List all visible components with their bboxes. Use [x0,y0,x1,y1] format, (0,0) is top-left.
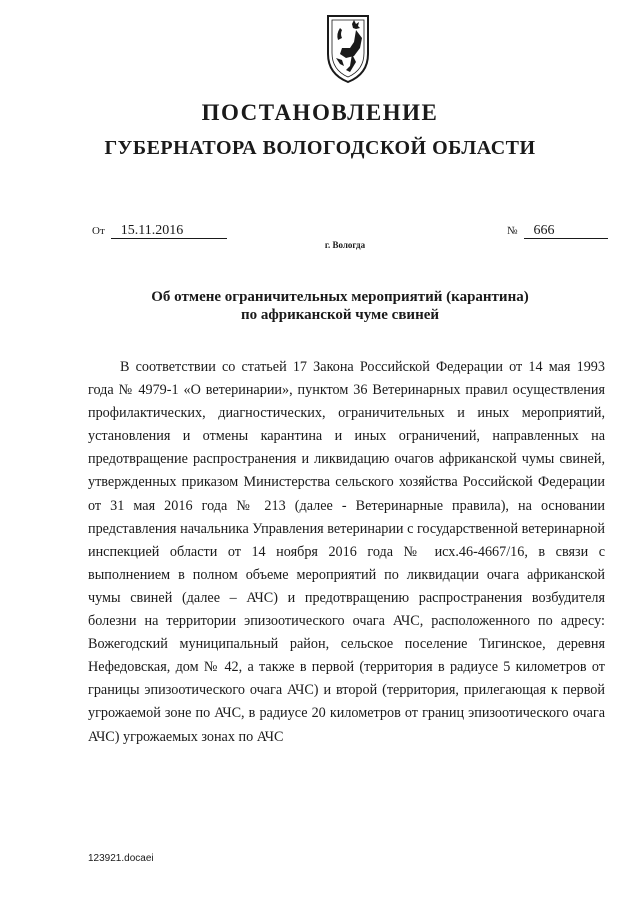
number-label: № [507,225,518,237]
number-field [507,222,608,239]
heading-line-1: Об отмене ограничительных мероприятий (карантина) [151,289,529,305]
body-paragraph: В соответствии со статьей 17 Закона Российской Федерации от 14 мая 1993 года № 4979-1 «О ветеринарии», пунктом 36 Ветеринарных правил осуществления профилактических, диагностических, ограничительных и иных мероприятий, установления и отмены карантина и иных ограничений, направленных на предотвращение распространения и ликвидацию очагов африканской чумы свиней, утвержденных приказом Министерства сельского хозяйства Российской Федерации от 31 мая 2016 года № 213 (далее - Ветеринарные правила), на основании представления начальника Управления ветеринарии с государственной ветеринарной инспекцией области от 14 ноября 2016 года № исх.46-4667/16, в связи с выполнением в полном объеме мероприятий по ликвидации очага африканской чумы свиней (далее – АЧС) и предотвращению распространения возбудителя болезни на территории эпизоотического очага АЧС, расположенного по адресу: Вожегодский муниципальный район, сельское поселение Тигинское, деревня Нефедовская, дом № 42, а также в первой (территория в радиусе 5 километров от границы эпизоотического очага АЧС) и второй (территория, прилегающая к первой угрожаемой зоне по АЧС, в радиусе 20 километров от границ эпизоотического очага АЧС) угрожаемых зонах по АЧС [88,359,605,745]
date-value: 15.11.2016 [111,223,227,239]
footer-doc-id: 123921.docaei [88,853,154,864]
heading-line-2: по африканской чуме свиней [240,307,440,323]
document-heading [120,288,560,324]
document-subtitle: ГУБЕРНАТОРА ВОЛОГОДСКОЙ ОБЛАСТИ [104,137,536,159]
city-label: г. Вологда [324,240,366,250]
coat-of-arms-icon [326,14,370,84]
date-field [92,222,227,239]
date-label: От [92,225,105,237]
number-value: 666 [524,223,608,239]
document-title: ПОСТАНОВЛЕНИЕ [201,100,439,125]
